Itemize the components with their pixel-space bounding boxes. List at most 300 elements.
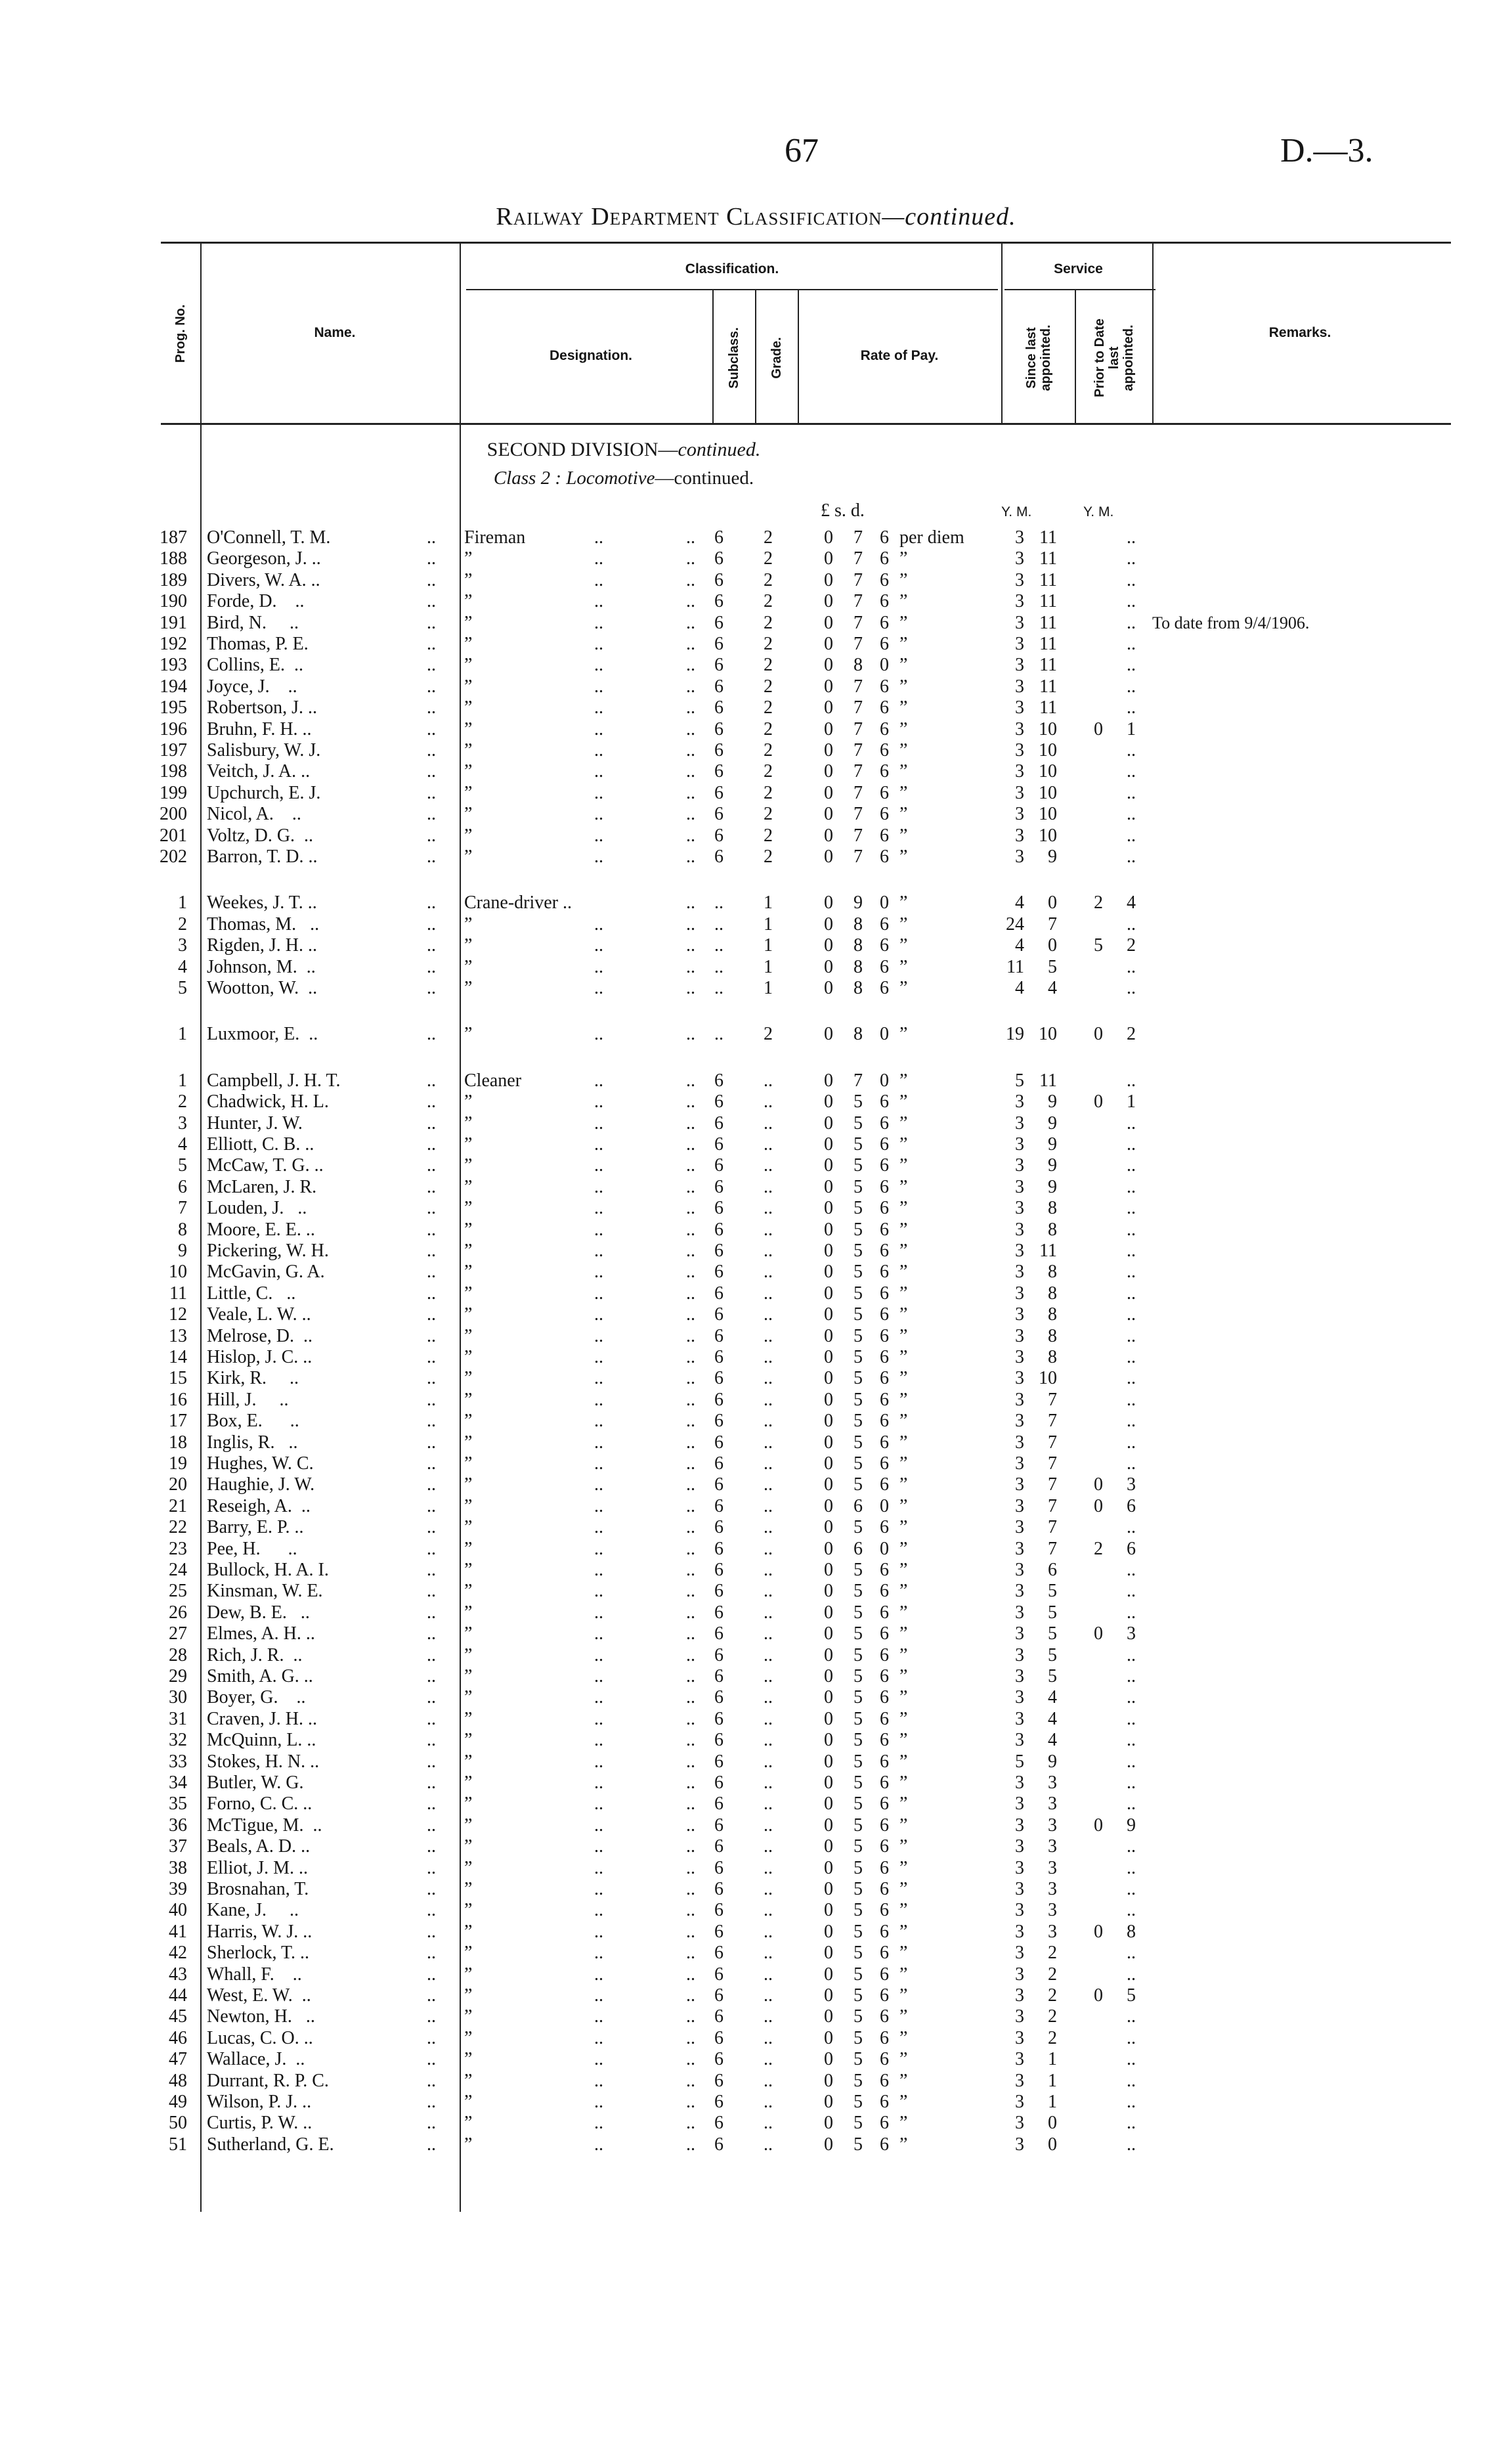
designation-cell: ” — [464, 1879, 473, 1899]
prog-no-cell: 15 — [169, 1368, 187, 1389]
leader-dots-cell: .. — [686, 1857, 695, 1878]
since-months-cell: 6 — [1048, 1560, 1057, 1580]
pay-basis-cell: ” — [899, 548, 908, 569]
table-row — [0, 1411, 1512, 1432]
since-months-cell: 3 — [1048, 1900, 1057, 1921]
leader-dots-cell: .. — [427, 1432, 436, 1453]
prog-no-cell: 10 — [169, 1262, 187, 1283]
designation-cell: ” — [464, 847, 473, 867]
pay-basis-cell: ” — [899, 1155, 908, 1176]
grade-cell: .. — [764, 1943, 773, 1964]
subclass-cell: 6 — [714, 2134, 724, 2155]
pay-shillings-cell: 7 — [853, 804, 863, 825]
name-cell: West, E. W. .. — [207, 1985, 311, 2006]
prior-months-cell: .. — [1127, 2134, 1136, 2155]
table-row — [0, 1900, 1512, 1921]
name-cell: Divers, W. A. .. — [207, 569, 320, 590]
since-years-cell: 19 — [1006, 1024, 1024, 1045]
leader-dots-cell: .. — [594, 697, 603, 718]
pay-pence-cell: 6 — [880, 1176, 889, 1197]
pay-shillings-cell: 5 — [853, 1134, 863, 1155]
leader-dots-cell: .. — [427, 676, 436, 697]
pay-pence-cell: 6 — [880, 1751, 889, 1772]
prog-no-cell: 193 — [160, 655, 187, 676]
leader-dots-cell: .. — [686, 1241, 695, 1261]
since-years-cell: 3 — [1015, 1623, 1024, 1644]
prog-no-cell: 9 — [178, 1241, 187, 1261]
name-cell: Nicol, A. .. — [207, 804, 301, 825]
since-years-cell: 3 — [1015, 1708, 1024, 1729]
grade-cell: .. — [764, 1241, 773, 1261]
subclass-cell: 6 — [714, 697, 724, 718]
since-years-cell: 3 — [1015, 1879, 1024, 1899]
subclass-cell: 6 — [714, 740, 724, 760]
prog-no-cell: 14 — [169, 1347, 187, 1367]
prog-no-cell: 190 — [160, 591, 187, 612]
pay-shillings-cell: 7 — [853, 569, 863, 590]
table-row — [0, 1539, 1512, 1560]
prior-months-cell: .. — [1127, 1857, 1136, 1878]
since-years-cell: 3 — [1015, 527, 1024, 548]
leader-dots-cell: .. — [686, 1581, 695, 1602]
pay-shillings-cell: 5 — [853, 1241, 863, 1261]
pay-shillings-cell: 5 — [853, 1517, 863, 1538]
since-years-cell: 3 — [1015, 1772, 1024, 1793]
prior-months-cell: .. — [1127, 825, 1136, 846]
since-months-cell: 5 — [1048, 1666, 1057, 1686]
grade-cell: 2 — [764, 612, 773, 633]
table-row — [0, 2049, 1512, 2070]
leader-dots-cell: .. — [427, 1985, 436, 2006]
subclass-cell: 6 — [714, 1836, 724, 1857]
pay-basis-cell: ” — [899, 978, 908, 998]
name-cell: Pee, H. .. — [207, 1538, 297, 1559]
leader-dots-cell: .. — [686, 1794, 695, 1815]
pay-basis-cell: ” — [899, 1176, 908, 1197]
name-cell: Moore, E. E. .. — [207, 1219, 315, 1240]
pay-shillings-cell: 5 — [853, 1176, 863, 1197]
remark-cell: To date from 9/4/1906. — [1152, 613, 1310, 632]
since-years-cell: 11 — [1006, 956, 1024, 977]
table-row — [0, 1730, 1512, 1751]
table-row — [0, 1070, 1512, 1091]
leader-dots-cell: .. — [594, 825, 603, 846]
since-years-cell: 3 — [1015, 1517, 1024, 1538]
name-cell: Beals, A. D. .. — [207, 1836, 311, 1857]
leader-dots-cell: .. — [427, 591, 436, 612]
since-months-cell: 11 — [1039, 591, 1057, 612]
subclass-cell: 6 — [714, 1687, 724, 1708]
pay-pounds-cell: 0 — [824, 1538, 833, 1559]
subclass-cell: 6 — [714, 1176, 724, 1197]
leader-dots-cell: .. — [686, 2113, 695, 2134]
name-cell: Forde, D. .. — [207, 591, 305, 612]
name-cell: Georgeson, J. .. — [207, 548, 321, 569]
pay-pence-cell: 6 — [880, 1325, 889, 1346]
leader-dots-cell: .. — [427, 1730, 436, 1751]
name-cell: Elliot, J. M. .. — [207, 1857, 309, 1878]
table-row — [0, 1368, 1512, 1389]
pay-pounds-cell: 0 — [824, 612, 833, 633]
since-months-cell: 7 — [1048, 1538, 1057, 1559]
pay-shillings-cell: 5 — [853, 1581, 863, 1602]
pay-pounds-cell: 0 — [824, 1964, 833, 1985]
leader-dots-cell: .. — [427, 1495, 436, 1516]
page-number: 67 — [785, 132, 819, 169]
pay-basis-cell: ” — [899, 2134, 908, 2155]
prior-years-cell: 0 — [1094, 1623, 1103, 1644]
prog-no-cell: 42 — [169, 1943, 187, 1964]
subclass-cell: 6 — [714, 612, 724, 633]
table-row — [0, 1985, 1512, 2006]
pay-shillings-cell: 5 — [853, 1155, 863, 1176]
table-row — [0, 1879, 1512, 1900]
leader-dots-cell: .. — [427, 761, 436, 782]
grade-cell: .. — [764, 1900, 773, 1921]
subclass-cell: 6 — [714, 569, 724, 590]
table-row — [0, 1836, 1512, 1857]
pay-pence-cell: 6 — [880, 1262, 889, 1283]
designation-cell: ” — [464, 1219, 473, 1240]
name-cell: Thomas, P. E. — [207, 634, 309, 654]
grade-cell: .. — [764, 1794, 773, 1815]
table-row — [0, 914, 1512, 935]
since-years-cell: 3 — [1015, 1730, 1024, 1751]
prior-years-cell: 0 — [1094, 1474, 1103, 1495]
header-grade: Grade. — [769, 337, 784, 379]
pay-pence-cell: 6 — [880, 2092, 889, 2112]
subclass-cell: 6 — [714, 2092, 724, 2112]
since-months-cell: 4 — [1048, 1730, 1057, 1751]
pay-pence-cell: 6 — [880, 782, 889, 803]
leader-dots-cell: .. — [686, 1985, 695, 2006]
leader-dots-cell: .. — [594, 1453, 603, 1474]
leader-dots-cell: .. — [686, 1772, 695, 1793]
subclass-cell: 6 — [714, 2049, 724, 2070]
header-classification: Classification. — [685, 261, 779, 276]
pay-basis-cell: ” — [899, 634, 908, 654]
grade-cell: .. — [764, 1730, 773, 1751]
prior-months-cell: .. — [1127, 2027, 1136, 2048]
prior-months-cell: .. — [1127, 740, 1136, 760]
table-row — [0, 1474, 1512, 1495]
designation-cell: ” — [464, 1815, 473, 1836]
since-years-cell: 3 — [1015, 1985, 1024, 2006]
leader-dots-cell: .. — [686, 676, 695, 697]
class-label: Class 2 : — [493, 468, 567, 489]
prior-months-cell: .. — [1127, 782, 1136, 803]
pay-basis-cell: ” — [899, 804, 908, 825]
leader-dots-cell: .. — [427, 1091, 436, 1112]
designation-cell: ” — [464, 1666, 473, 1686]
pay-pounds-cell: 0 — [824, 1219, 833, 1240]
pay-pounds-cell: 0 — [824, 548, 833, 569]
since-months-cell: 8 — [1048, 1198, 1057, 1219]
name-cell: Whall, F. .. — [207, 1964, 302, 1985]
since-years-cell: 3 — [1015, 1134, 1024, 1155]
leader-dots-cell: .. — [427, 634, 436, 654]
pay-pounds-cell: 0 — [824, 1730, 833, 1751]
prog-no-cell: 28 — [169, 1644, 187, 1665]
leader-dots-cell: .. — [594, 1176, 603, 1197]
pay-basis-cell: ” — [899, 892, 908, 913]
pay-pounds-cell: 0 — [824, 956, 833, 977]
prior-months-cell: .. — [1127, 676, 1136, 697]
leader-dots-cell: .. — [427, 569, 436, 590]
leader-dots-cell: .. — [686, 1602, 695, 1623]
leader-dots-cell: .. — [686, 1134, 695, 1155]
pay-basis-cell: ” — [899, 1495, 908, 1516]
leader-dots-cell: .. — [427, 782, 436, 803]
pay-pence-cell: 6 — [880, 1091, 889, 1112]
prog-no-cell: 19 — [169, 1453, 187, 1474]
designation-cell: ” — [464, 548, 473, 569]
pay-pence-cell: 6 — [880, 1134, 889, 1155]
prog-no-cell: 194 — [160, 676, 187, 697]
table-row — [0, 2006, 1512, 2027]
designation-cell: ” — [464, 761, 473, 782]
since-months-cell: 7 — [1048, 1432, 1057, 1453]
pay-basis-cell: ” — [899, 1325, 908, 1346]
leader-dots-cell: .. — [427, 1176, 436, 1197]
pay-shillings-cell: 5 — [853, 1602, 863, 1623]
prog-no-cell: 48 — [169, 2070, 187, 2091]
name-cell: Joyce, J. .. — [207, 676, 297, 697]
subclass-cell: 6 — [714, 2113, 724, 2134]
pay-pence-cell: 6 — [880, 527, 889, 548]
pay-pounds-cell: 0 — [824, 935, 833, 956]
name-cell: Johnson, M. .. — [207, 956, 316, 977]
prior-months-cell: .. — [1127, 1836, 1136, 1857]
name-cell: Sutherland, G. E. — [207, 2134, 334, 2155]
prior-years-cell: 2 — [1094, 1538, 1103, 1559]
name-cell: Curtis, P. W. .. — [207, 2113, 313, 2134]
since-months-cell: 10 — [1039, 1368, 1057, 1389]
table-row — [0, 1517, 1512, 1538]
designation-cell: ” — [464, 1772, 473, 1793]
subclass-cell: .. — [714, 1024, 724, 1045]
leader-dots-cell: .. — [427, 1411, 436, 1432]
leader-dots-cell: .. — [686, 718, 695, 739]
leader-dots-cell: .. — [427, 1964, 436, 1985]
designation-cell: ” — [464, 1024, 473, 1045]
table-row — [0, 1687, 1512, 1708]
pay-pounds-cell: 0 — [824, 1241, 833, 1261]
prior-months-cell: .. — [1127, 634, 1136, 654]
pay-basis-cell: ” — [899, 1964, 908, 1985]
table-row — [0, 719, 1512, 740]
pay-pence-cell: 6 — [880, 1921, 889, 1942]
pay-basis-cell: ” — [899, 1198, 908, 1219]
prog-no-cell: 5 — [178, 978, 187, 998]
leader-dots-cell: .. — [427, 1262, 436, 1283]
header-rate-of-pay: Rate of Pay. — [860, 348, 939, 363]
header-prior-to-date: Prior to Date last appointed. — [1092, 318, 1136, 398]
grade-cell: 2 — [764, 825, 773, 846]
since-months-cell: 5 — [1048, 1581, 1057, 1602]
designation-cell: ” — [464, 634, 473, 654]
subclass-cell: 6 — [714, 1815, 724, 1836]
leader-dots-cell: .. — [686, 1176, 695, 1197]
subclass-cell: 6 — [714, 1964, 724, 1985]
grade-cell: .. — [764, 1644, 773, 1665]
leader-dots-cell: .. — [686, 655, 695, 676]
prog-no-cell: 4 — [178, 1134, 187, 1155]
leader-dots-cell: .. — [427, 2006, 436, 2027]
header-subclass: Subclass. — [727, 327, 741, 389]
prog-no-cell: 39 — [169, 1879, 187, 1899]
grade-cell: .. — [764, 1368, 773, 1389]
name-cell: Dew, B. E. .. — [207, 1602, 310, 1623]
prior-months-cell: .. — [1127, 1304, 1136, 1325]
prior-years-cell: 0 — [1094, 1495, 1103, 1516]
title-main: Railway Department Classification — [496, 203, 882, 231]
leader-dots-cell: .. — [594, 2006, 603, 2027]
leader-dots-cell: .. — [594, 2113, 603, 2134]
since-months-cell: 4 — [1048, 1687, 1057, 1708]
grade-cell: .. — [764, 1453, 773, 1474]
pay-pounds-cell: 0 — [824, 1070, 833, 1091]
since-months-cell: 10 — [1039, 1024, 1057, 1045]
since-years-cell: 3 — [1015, 2113, 1024, 2134]
pay-basis-cell: ” — [899, 1836, 908, 1857]
prior-months-cell: .. — [1127, 1283, 1136, 1304]
subclass-cell: 6 — [714, 1857, 724, 1878]
leader-dots-cell: .. — [594, 847, 603, 867]
pay-basis-cell: ” — [899, 847, 908, 867]
division-heading — [0, 439, 1247, 461]
leader-dots-cell: .. — [594, 978, 603, 998]
since-months-cell: 7 — [1048, 1453, 1057, 1474]
prior-years-cell: 0 — [1094, 1985, 1103, 2006]
pay-pounds-cell: 0 — [824, 1024, 833, 1045]
pay-basis-cell: ” — [899, 1623, 908, 1644]
designation-cell: ” — [464, 1921, 473, 1942]
pay-pounds-cell: 0 — [824, 1368, 833, 1389]
service-rule — [1004, 289, 1156, 290]
leader-dots-cell: .. — [594, 527, 603, 548]
pay-pence-cell: 6 — [880, 825, 889, 846]
leader-dots-cell: .. — [594, 1283, 603, 1304]
since-years-cell: 4 — [1015, 978, 1024, 998]
name-cell: Veale, L. W. .. — [207, 1304, 311, 1325]
pay-pence-cell: 6 — [880, 1815, 889, 1836]
since-years-cell: 3 — [1015, 569, 1024, 590]
designation-cell: ” — [464, 591, 473, 612]
table-row — [0, 2092, 1512, 2113]
since-months-cell: 5 — [1048, 1644, 1057, 1665]
leader-dots-cell: .. — [686, 1943, 695, 1964]
subclass-cell: 6 — [714, 1538, 724, 1559]
since-years-cell: 3 — [1015, 1581, 1024, 1602]
table-row — [0, 1623, 1512, 1644]
table-row — [0, 1581, 1512, 1602]
leader-dots-cell: .. — [427, 1389, 436, 1410]
designation-cell: ” — [464, 1687, 473, 1708]
table-row — [0, 1134, 1512, 1155]
grade-cell: .. — [764, 2092, 773, 2112]
subclass-cell: 6 — [714, 1347, 724, 1367]
pay-pounds-cell: 0 — [824, 2113, 833, 2134]
since-months-cell: 10 — [1039, 804, 1057, 825]
designation-cell: ” — [464, 2134, 473, 2155]
pay-pounds-cell: 0 — [824, 2134, 833, 2155]
prog-no-cell: 26 — [169, 1602, 187, 1623]
since-months-cell: 10 — [1039, 825, 1057, 846]
pay-pounds-cell: 0 — [824, 1943, 833, 1964]
since-months-cell: 8 — [1048, 1325, 1057, 1346]
pay-basis-cell: ” — [899, 1794, 908, 1815]
table-row — [0, 1220, 1512, 1241]
pay-pounds-cell: 0 — [824, 2092, 833, 2112]
pay-pence-cell: 6 — [880, 1666, 889, 1686]
designation-cell: ” — [464, 1091, 473, 1112]
name-cell: Barron, T. D. .. — [207, 847, 318, 867]
leader-dots-cell: .. — [427, 1368, 436, 1389]
grade-cell: .. — [764, 1411, 773, 1432]
pay-shillings-cell: 8 — [853, 1024, 863, 1045]
designation-cell: ” — [464, 2092, 473, 2112]
name-cell: Smith, A. G. .. — [207, 1666, 313, 1686]
leader-dots-cell: .. — [427, 1325, 436, 1346]
leader-dots-cell: .. — [427, 1112, 436, 1133]
prog-no-cell: 27 — [169, 1623, 187, 1644]
grade-cell: .. — [764, 1517, 773, 1538]
pay-pence-cell: 6 — [880, 1219, 889, 1240]
name-cell: Forno, C. C. .. — [207, 1794, 313, 1815]
leader-dots-cell: .. — [686, 2070, 695, 2091]
leader-dots-cell: .. — [427, 527, 436, 548]
leader-dots-cell: .. — [594, 1517, 603, 1538]
prior-years-cell: 2 — [1094, 892, 1103, 913]
prior-months-cell: 1 — [1127, 718, 1136, 739]
subclass-cell: 6 — [714, 1560, 724, 1580]
grade-cell: 1 — [764, 913, 773, 935]
subclass-cell: 6 — [714, 655, 724, 676]
pay-basis-cell: ” — [899, 740, 908, 760]
grade-cell: .. — [764, 1666, 773, 1686]
pay-pounds-cell: 0 — [824, 2070, 833, 2091]
leader-dots-cell: .. — [427, 892, 436, 913]
prog-no-cell: 40 — [169, 1900, 187, 1921]
leader-dots-cell: .. — [594, 740, 603, 760]
since-months-cell: 0 — [1048, 2113, 1057, 2134]
leader-dots-cell: .. — [427, 804, 436, 825]
pay-pence-cell: 6 — [880, 1644, 889, 1665]
pay-pounds-cell: 0 — [824, 1708, 833, 1729]
pay-basis-cell: ” — [899, 1560, 908, 1580]
prog-no-cell: 1 — [178, 1024, 187, 1045]
pay-basis-cell: ” — [899, 1112, 908, 1133]
name-cell: Rigden, J. H. .. — [207, 935, 317, 956]
division-name: SECOND DIVISION— — [486, 439, 678, 460]
leader-dots-cell: .. — [427, 2027, 436, 2048]
since-years-cell: 3 — [1015, 1453, 1024, 1474]
leader-dots-cell: .. — [686, 1325, 695, 1346]
since-years-cell: 3 — [1015, 740, 1024, 760]
pay-basis-cell: ” — [899, 676, 908, 697]
pay-pence-cell: 6 — [880, 804, 889, 825]
name-cell: Hill, J. .. — [207, 1389, 289, 1410]
leader-dots-cell: .. — [686, 1644, 695, 1665]
designation-cell: ” — [464, 2113, 473, 2134]
prior-months-cell: .. — [1127, 1411, 1136, 1432]
pay-shillings-cell: 5 — [853, 2092, 863, 2112]
pay-basis-cell: ” — [899, 1453, 908, 1474]
pay-pounds-cell: 0 — [824, 1325, 833, 1346]
table-row — [0, 1645, 1512, 1666]
since-months-cell: 2 — [1048, 1964, 1057, 1985]
